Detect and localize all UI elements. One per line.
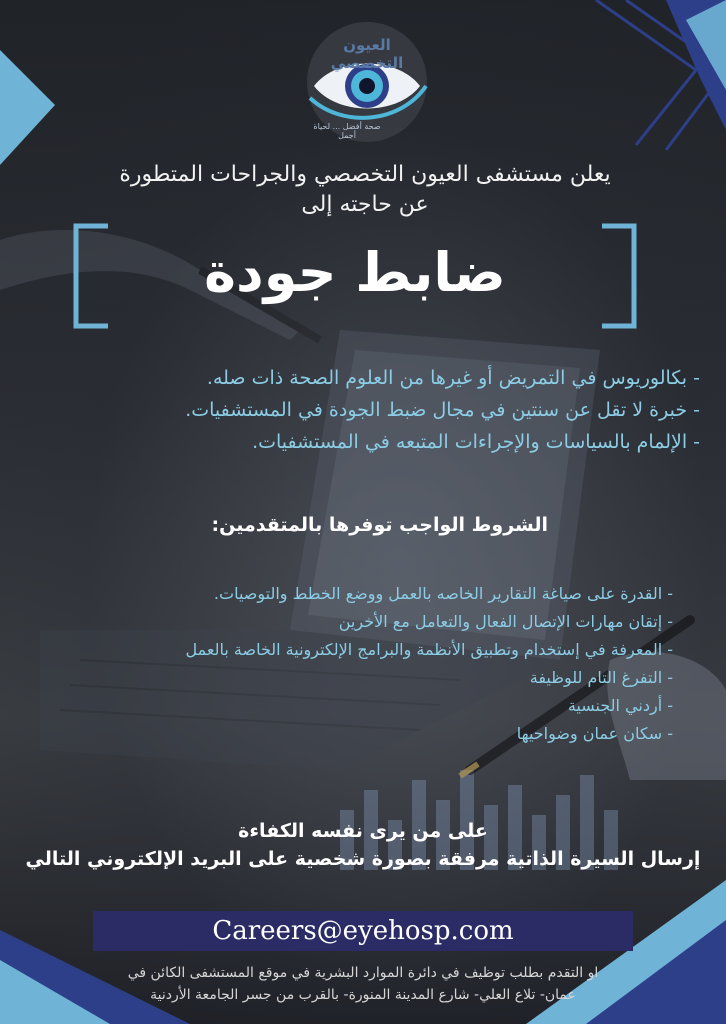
headline-line-1: يعلن مستشفى العيون التخصصي والجراحات المتطورة <box>119 162 611 187</box>
requirements-list <box>40 362 700 458</box>
job-title: ضابط جودة <box>204 241 506 304</box>
list-item: - خبرة لا تقل عن سنتين في مجال ضبط الجودة في المستشفيات. <box>185 399 700 421</box>
logo-tagline: صحة أفضل ... لحياة أجمل <box>313 122 381 140</box>
conditions-list <box>40 580 673 748</box>
announcement-headline <box>60 160 670 220</box>
list-item: - بكالوريوس في التمريض أو غيرها من العلوم الصحة ذات صله. <box>206 367 700 389</box>
conditions-heading: الشروط الواجب توفرها بالمتقدمين: <box>211 514 548 536</box>
list-item: - سكان عمان وضواحيها <box>516 724 673 743</box>
apply-instruction-line-1: على من يرى نفسه الكفاءة <box>238 820 488 842</box>
logo-name: العيون التخصصي <box>330 36 404 72</box>
footer-line-2: عمان- تلاع العلي- شارع المدينة المنورة- بالقرب من جسر الجامعة الأردنية <box>150 987 576 1003</box>
footer-line-1: او التقدم بطلب توظيف في دائرة الموارد البشرية في موقع المستشفى الكائن في <box>127 965 599 981</box>
list-item: - القدرة على صياغة التقارير الخاصه بالعمل ووضع الخطط والتوصيات. <box>213 584 673 603</box>
email-link[interactable]: Careers@eyehosp.com <box>212 916 514 946</box>
list-item: - إتقان مهارات الإتصال الفعال والتعامل مع الأخرين <box>338 612 673 631</box>
headline-line-2: عن حاجته إلى <box>301 192 429 217</box>
list-item: - المعرفة في إستخدام وتطبيق الأنظمة والبرامج الإلكترونية الخاصة بالعمل <box>185 640 673 659</box>
list-item: - الإلمام بالسياسات والإجراءات المتبعه في المستشفيات. <box>252 431 700 453</box>
apply-instruction-line-2: إرسال السيرة الذاتية مرفقة بصورة شخصية على البريد الإلكتروني التالي <box>25 848 701 870</box>
footer-address <box>40 962 686 1006</box>
list-item: - التفرغ التام للوظيفة <box>529 668 673 687</box>
top-right-chevron-decoration <box>526 0 726 150</box>
left-triangle-decoration <box>0 50 60 170</box>
list-item: - أردني الجنسية <box>567 696 673 715</box>
